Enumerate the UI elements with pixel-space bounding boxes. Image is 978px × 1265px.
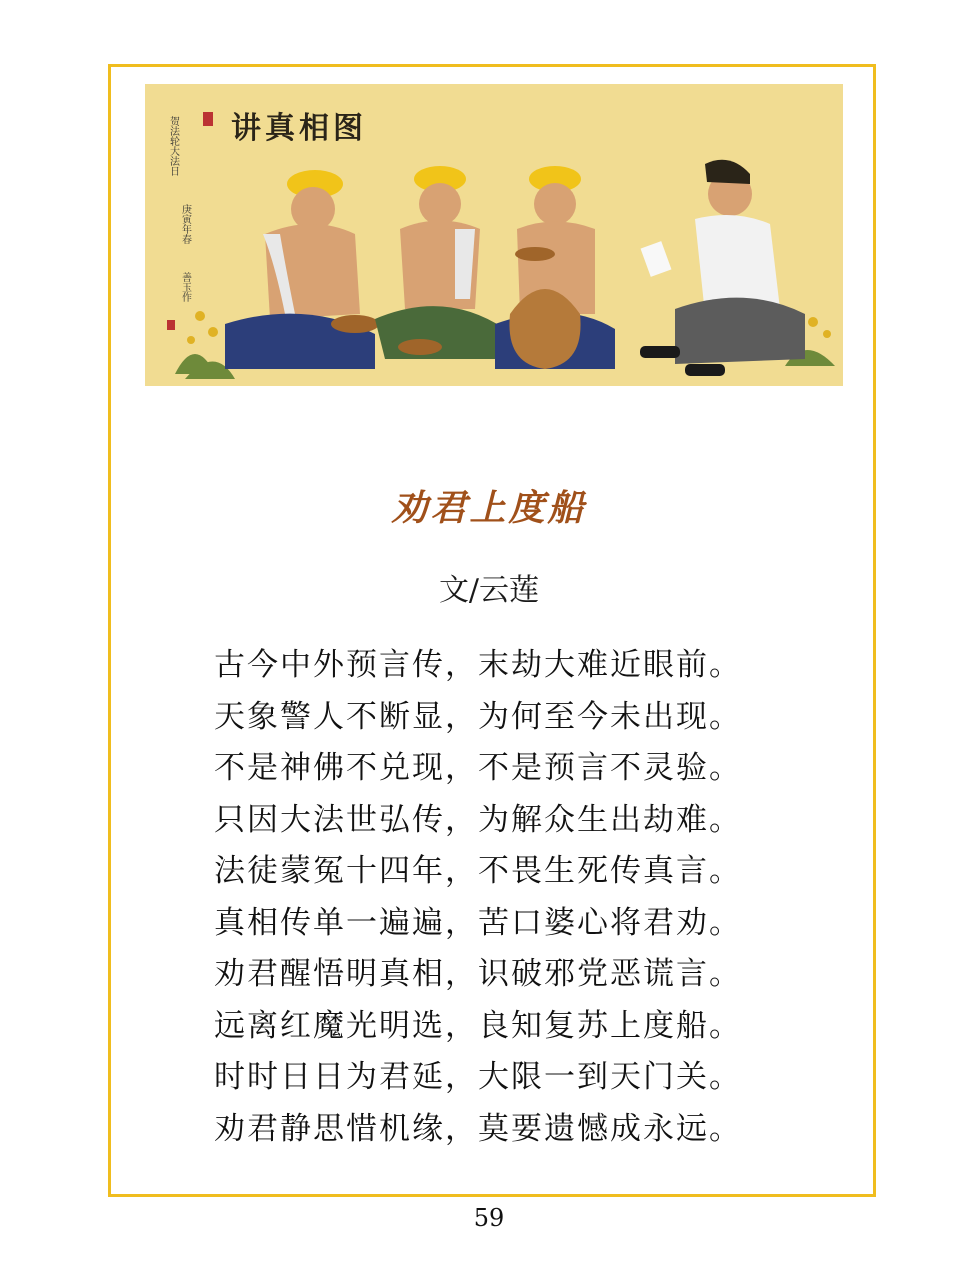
- painting-inscription-col2: 庚寅年春: [179, 204, 191, 244]
- poem-line: 时时日日为君延，大限一到天门关。: [214, 1059, 742, 1095]
- worker-figure-2: [375, 166, 505, 359]
- poem-title: 劝君上度船: [391, 487, 587, 529]
- poem-line: 法徒蒙冤十四年，不畏生死传真言。: [214, 853, 742, 889]
- poem-line: 只因大法世弘传，为解众生出劫难。: [214, 801, 742, 838]
- page-number: 59: [473, 1204, 505, 1232]
- speaker-figure: [640, 160, 805, 376]
- poem-line: 劝君静思惜机缘，莫要遗憾成永远。: [214, 1110, 742, 1147]
- worker-figure-1: [225, 170, 379, 369]
- poem-line: 真相传单一遍遍，苦口婆心将君劝。: [214, 904, 742, 941]
- poem-body: [214, 640, 814, 1155]
- poem-line: 劝君醒悟明真相，识破邪党恶谎言。: [214, 956, 742, 992]
- poem-author: 文/云莲: [438, 573, 540, 608]
- poem-line: 不是神佛不兑现，不是预言不灵验。: [214, 750, 742, 786]
- seal-stamp-bottom: [167, 320, 175, 330]
- flowers-left: [187, 311, 218, 344]
- seal-stamp-top: [203, 112, 213, 126]
- worker-figure-3: [495, 166, 615, 369]
- painting-inscription-col1: 贺法轮大法日: [167, 116, 179, 176]
- poem-line: 天象警人不断显，为何至今未出现。: [214, 698, 742, 735]
- painting-title: 讲真相图: [231, 111, 367, 146]
- painting-illustration: [145, 84, 843, 386]
- poem-line: 远离红魔光明选，良知复苏上度船。: [214, 1007, 742, 1044]
- painting-inscription-col3: 善玉作: [179, 272, 191, 302]
- poem-line: 古今中外预言传，末劫大难近眼前。: [214, 647, 742, 683]
